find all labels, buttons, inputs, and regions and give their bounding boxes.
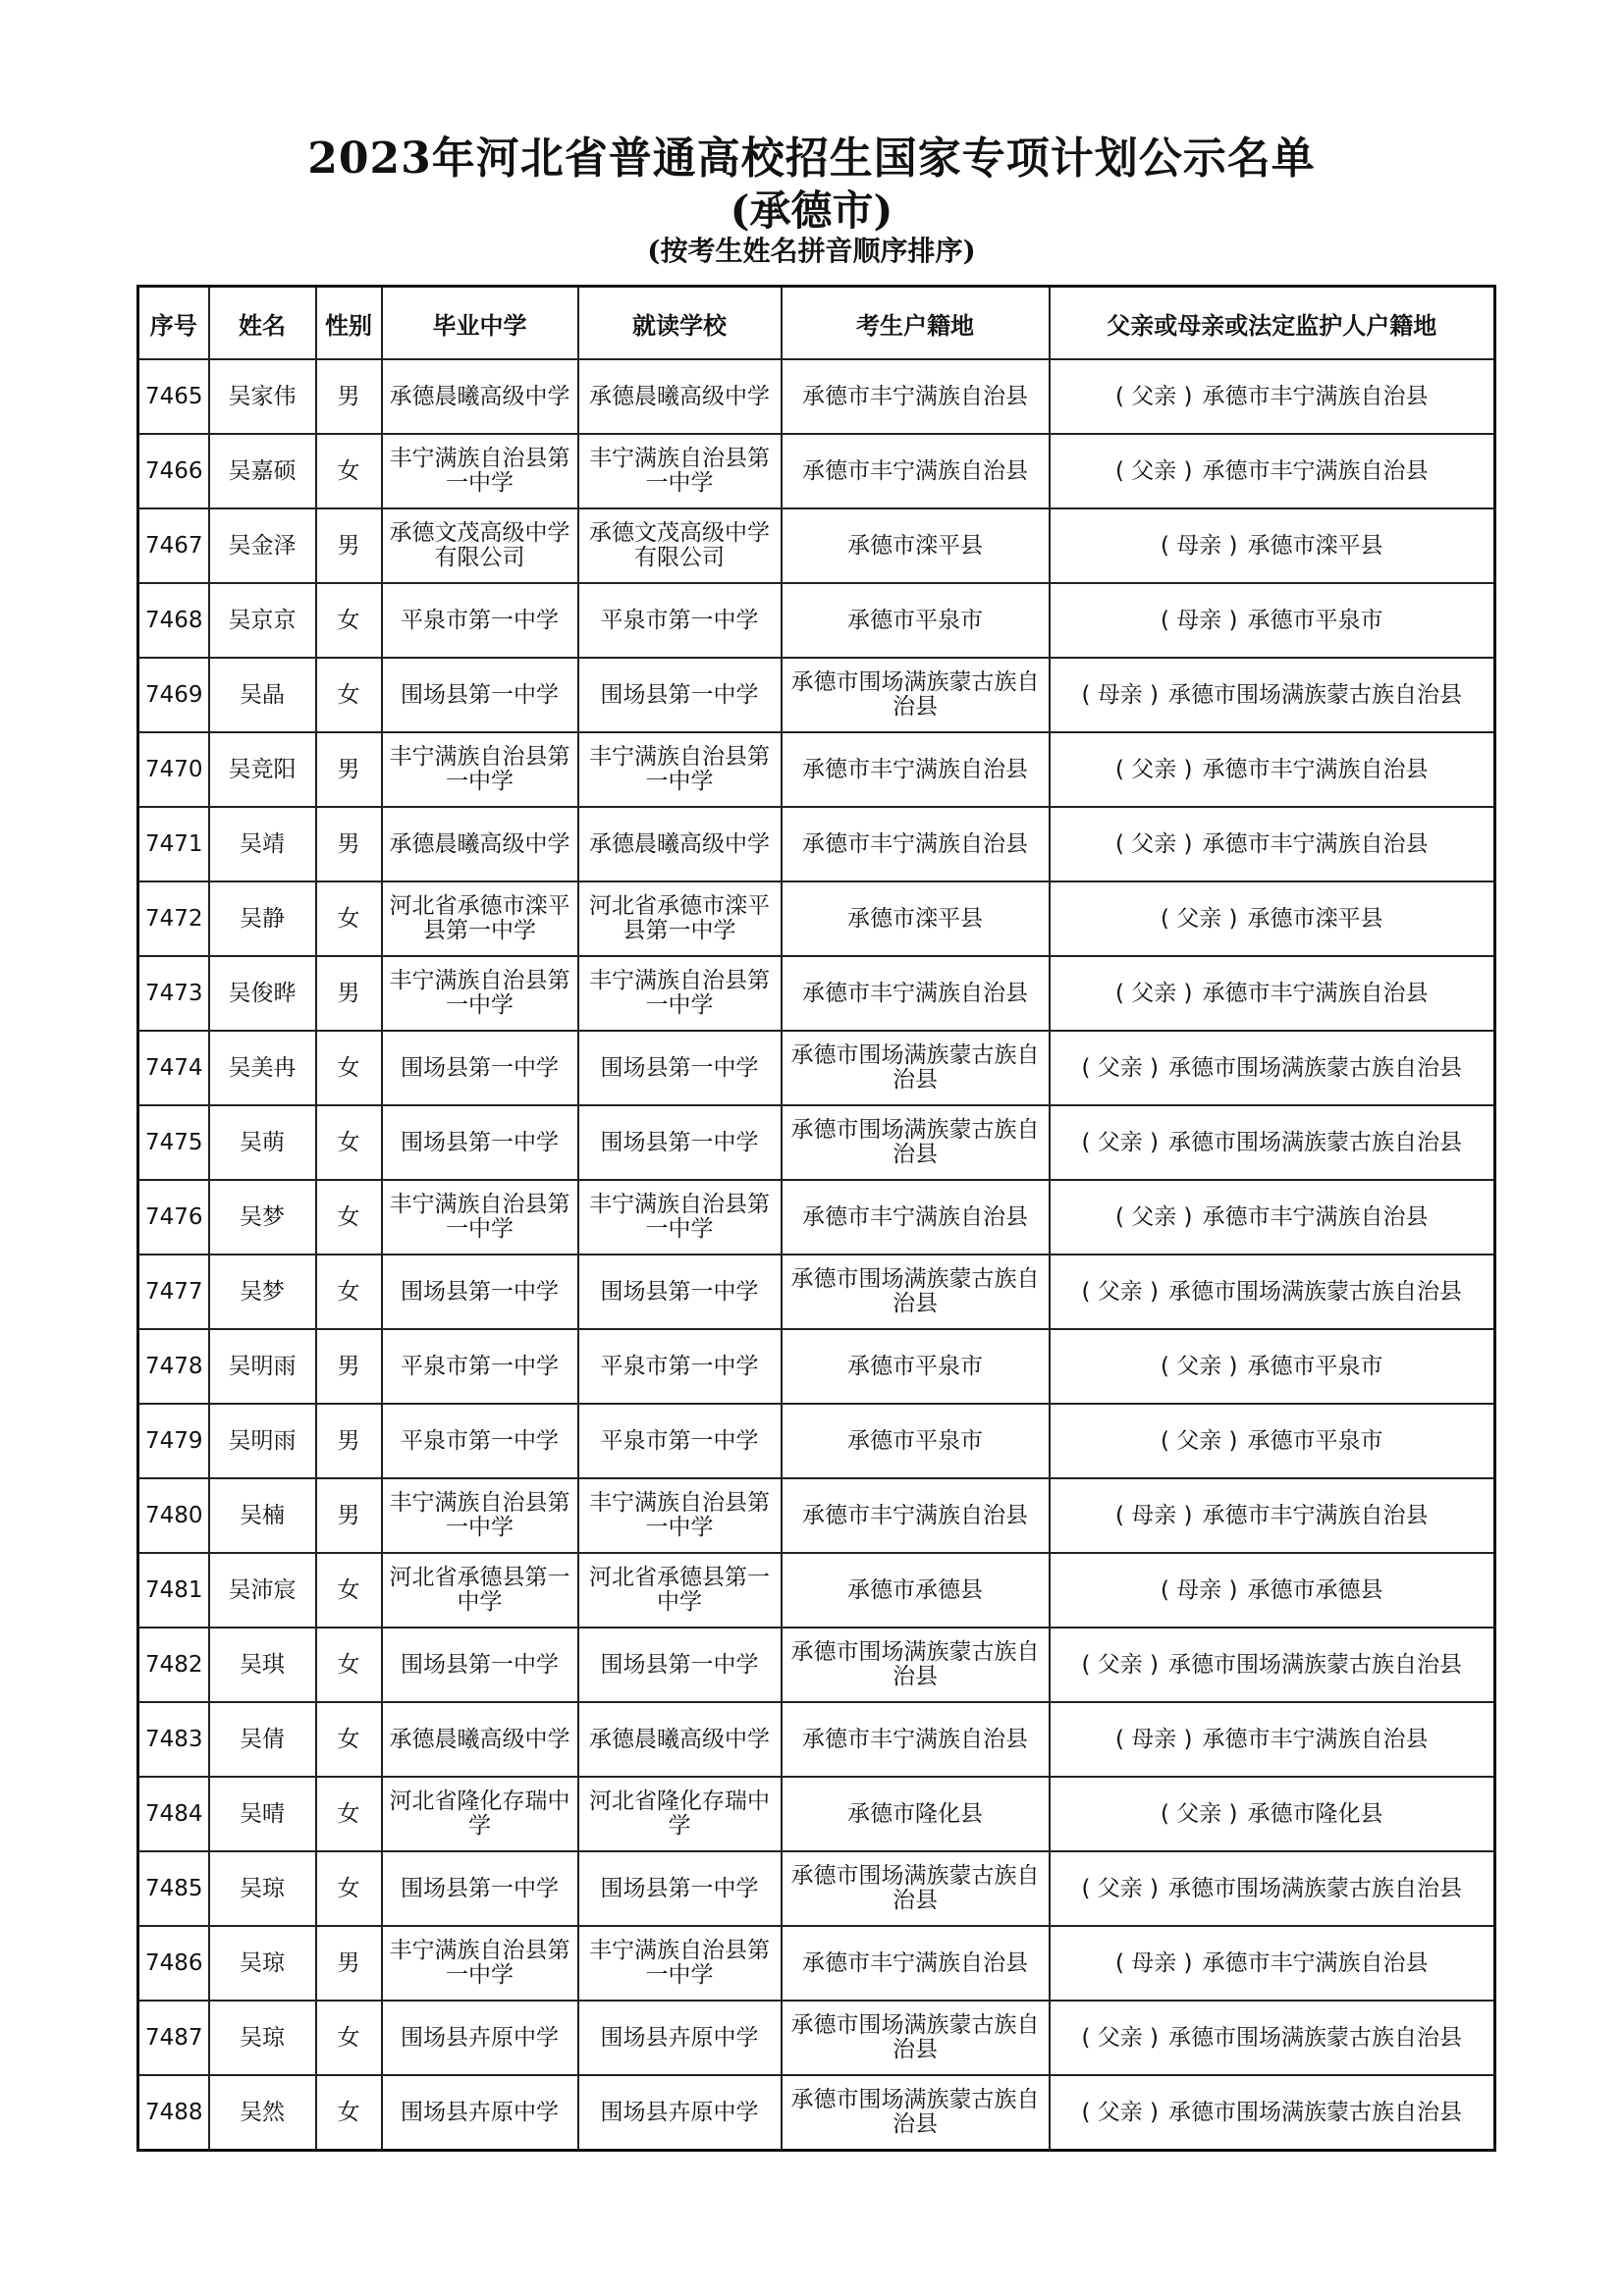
cell-hukou: 承德市丰宁满族自治县: [782, 434, 1050, 508]
cell-grad-school: 承德文茂高级中学有限公司: [382, 508, 578, 583]
cell-seq: 7467: [138, 508, 209, 583]
guardian-hukou-text: 承德市丰宁满族自治县: [1202, 1949, 1429, 1976]
cell-hukou: 承德市丰宁满族自治县: [782, 1702, 1050, 1777]
cell-grad-school: 围场县第一中学: [382, 1105, 578, 1180]
column-header-seq: 序号: [138, 287, 209, 360]
page-title: 2023年河北省普通高校招生国家专项计划公示名单: [307, 133, 1316, 184]
cell-grad-school: 平泉市第一中学: [382, 1404, 578, 1478]
table-row: [138, 807, 1495, 881]
table-row: [138, 2075, 1495, 2151]
cell-study-school: 围场县第一中学: [578, 658, 782, 732]
column-header-study-school: 就读学校: [578, 287, 782, 360]
cell-name: 吴然: [209, 2075, 316, 2151]
table-row: [138, 1851, 1495, 1926]
cell-guardian-hukou: [1050, 1031, 1495, 1105]
guardian-hukou-text: 承德市隆化县: [1247, 1800, 1383, 1827]
sort-note: (按考生姓名拼音顺序排序): [647, 235, 976, 267]
guardian-hukou-text: 承德市丰宁满族自治县: [1202, 383, 1429, 409]
cell-gender: 女: [316, 658, 382, 732]
cell-gender: 女: [316, 1628, 382, 1702]
table-row: [138, 1702, 1495, 1777]
cell-study-school: 承德文茂高级中学有限公司: [578, 508, 782, 583]
cell-study-school: 河北省承德市滦平县第一中学: [578, 881, 782, 956]
table-row: [138, 359, 1495, 434]
cell-study-school: 承德晨曦高级中学: [578, 807, 782, 881]
guardian-relation: ( 母亲 ): [1114, 1726, 1193, 1752]
guardian-hukou-text: 承德市丰宁满族自治县: [1202, 1726, 1429, 1752]
guardian-hukou-text: 承德市围场满族蒙古族自治县: [1168, 1875, 1463, 1901]
cell-name: 吴明雨: [209, 1329, 316, 1404]
cell-hukou: 承德市丰宁满族自治县: [782, 1478, 1050, 1553]
cell-seq: 7475: [138, 1105, 209, 1180]
table-row: [138, 1628, 1495, 1702]
cell-gender: 女: [316, 1702, 382, 1777]
cell-seq: 7488: [138, 2075, 209, 2151]
cell-hukou: 承德市隆化县: [782, 1777, 1050, 1851]
guardian-relation: ( 母亲 ): [1114, 1502, 1193, 1528]
cell-gender: 女: [316, 1031, 382, 1105]
cell-study-school: 丰宁满族自治县第一中学: [578, 1926, 782, 2001]
guardian-hukou-text: 承德市平泉市: [1247, 607, 1383, 633]
column-header-gender: 性别: [316, 287, 382, 360]
guardian-hukou-text: 承德市丰宁满族自治县: [1202, 1502, 1429, 1528]
guardian-relation: ( 父亲 ): [1081, 1129, 1160, 1155]
cell-grad-school: 围场县第一中学: [382, 1628, 578, 1702]
cell-seq: 7484: [138, 1777, 209, 1851]
cell-study-school: 围场县第一中学: [578, 1851, 782, 1926]
cell-gender: 女: [316, 1255, 382, 1329]
cell-name: 吴晴: [209, 1777, 316, 1851]
cell-gender: 女: [316, 1851, 382, 1926]
guardian-hukou-text: 承德市丰宁满族自治县: [1202, 980, 1429, 1006]
cell-grad-school: 围场县第一中学: [382, 1031, 578, 1105]
cell-name: 吴京京: [209, 583, 316, 658]
column-header-grad-school: 毕业中学: [382, 287, 578, 360]
table-row: [138, 658, 1495, 732]
cell-grad-school: 围场县卉原中学: [382, 2075, 578, 2151]
cell-guardian-hukou: [1050, 1926, 1495, 2001]
cell-grad-school: 平泉市第一中学: [382, 583, 578, 658]
cell-guardian-hukou: [1050, 881, 1495, 956]
cell-hukou: 承德市平泉市: [782, 1404, 1050, 1478]
cell-seq: 7478: [138, 1329, 209, 1404]
guardian-relation: ( 母亲 ): [1081, 681, 1160, 708]
cell-gender: 女: [316, 1777, 382, 1851]
cell-name: 吴靖: [209, 807, 316, 881]
cell-gender: 女: [316, 1553, 382, 1628]
guardian-hukou-text: 承德市丰宁满族自治县: [1202, 1203, 1429, 1230]
roster-table: [136, 285, 1496, 2152]
cell-name: 吴琼: [209, 2001, 316, 2075]
guardian-relation: ( 父亲 ): [1114, 980, 1193, 1006]
cell-grad-school: 承德晨曦高级中学: [382, 807, 578, 881]
cell-study-school: 承德晨曦高级中学: [578, 359, 782, 434]
guardian-relation: ( 父亲 ): [1081, 1054, 1160, 1081]
table-row: [138, 2001, 1495, 2075]
table-row: [138, 1329, 1495, 1404]
cell-name: 吴俊晔: [209, 956, 316, 1031]
table-row: [138, 1404, 1495, 1478]
cell-seq: 7480: [138, 1478, 209, 1553]
cell-seq: 7473: [138, 956, 209, 1031]
guardian-relation: ( 父亲 ): [1081, 1278, 1160, 1305]
cell-seq: 7474: [138, 1031, 209, 1105]
cell-gender: 男: [316, 732, 382, 807]
cell-name: 吴琼: [209, 1926, 316, 2001]
cell-gender: 男: [316, 807, 382, 881]
cell-name: 吴家伟: [209, 359, 316, 434]
cell-study-school: 丰宁满族自治县第一中学: [578, 1180, 782, 1255]
cell-name: 吴楠: [209, 1478, 316, 1553]
cell-study-school: 围场县第一中学: [578, 1031, 782, 1105]
table-row: [138, 508, 1495, 583]
cell-seq: 7482: [138, 1628, 209, 1702]
cell-hukou: 承德市围场满族蒙古族自治县: [782, 658, 1050, 732]
cell-name: 吴明雨: [209, 1404, 316, 1478]
cell-grad-school: 丰宁满族自治县第一中学: [382, 434, 578, 508]
cell-study-school: 平泉市第一中学: [578, 583, 782, 658]
cell-guardian-hukou: [1050, 1702, 1495, 1777]
cell-gender: 男: [316, 1329, 382, 1404]
cell-guardian-hukou: [1050, 2001, 1495, 2075]
cell-guardian-hukou: [1050, 1553, 1495, 1628]
table-row: [138, 1478, 1495, 1553]
cell-grad-school: 丰宁满族自治县第一中学: [382, 956, 578, 1031]
cell-guardian-hukou: [1050, 658, 1495, 732]
table-row: [138, 881, 1495, 956]
cell-grad-school: 丰宁满族自治县第一中学: [382, 1478, 578, 1553]
cell-name: 吴梦: [209, 1180, 316, 1255]
cell-study-school: 河北省承德县第一中学: [578, 1553, 782, 1628]
cell-gender: 女: [316, 1105, 382, 1180]
table-row: [138, 1255, 1495, 1329]
guardian-relation: ( 父亲 ): [1160, 1800, 1238, 1827]
guardian-hukou-text: 承德市围场满族蒙古族自治县: [1168, 1651, 1463, 1678]
cell-name: 吴梦: [209, 1255, 316, 1329]
guardian-hukou-text: 承德市丰宁满族自治县: [1202, 457, 1429, 484]
cell-guardian-hukou: [1050, 732, 1495, 807]
guardian-relation: ( 父亲 ): [1081, 1875, 1160, 1901]
cell-study-school: 围场县第一中学: [578, 1255, 782, 1329]
cell-hukou: 承德市滦平县: [782, 508, 1050, 583]
cell-grad-school: 平泉市第一中学: [382, 1329, 578, 1404]
cell-grad-school: 丰宁满族自治县第一中学: [382, 732, 578, 807]
page-subtitle: (承德市): [730, 187, 893, 235]
cell-grad-school: 围场县第一中学: [382, 658, 578, 732]
guardian-relation: ( 母亲 ): [1160, 532, 1238, 559]
guardian-hukou-text: 承德市平泉市: [1247, 1427, 1383, 1454]
cell-hukou: 承德市围场满族蒙古族自治县: [782, 1031, 1050, 1105]
cell-seq: 7477: [138, 1255, 209, 1329]
column-header-hukou: 考生户籍地: [782, 287, 1050, 360]
cell-hukou: 承德市滦平县: [782, 881, 1050, 956]
cell-gender: 男: [316, 359, 382, 434]
guardian-relation: ( 父亲 ): [1114, 756, 1193, 782]
guardian-hukou-text: 承德市滦平县: [1247, 905, 1383, 932]
cell-seq: 7470: [138, 732, 209, 807]
cell-guardian-hukou: [1050, 1329, 1495, 1404]
guardian-relation: ( 父亲 ): [1160, 905, 1238, 932]
cell-study-school: 围场县第一中学: [578, 1105, 782, 1180]
cell-hukou: 承德市丰宁满族自治县: [782, 359, 1050, 434]
guardian-relation: ( 父亲 ): [1081, 2024, 1160, 2051]
guardian-hukou-text: 承德市围场满族蒙古族自治县: [1168, 2099, 1463, 2125]
column-header-guardian-hukou: 父亲或母亲或法定监护人户籍地: [1050, 287, 1495, 360]
cell-name: 吴倩: [209, 1702, 316, 1777]
cell-guardian-hukou: [1050, 807, 1495, 881]
cell-guardian-hukou: [1050, 2075, 1495, 2151]
cell-guardian-hukou: [1050, 359, 1495, 434]
cell-hukou: 承德市丰宁满族自治县: [782, 956, 1050, 1031]
cell-hukou: 承德市丰宁满族自治县: [782, 1180, 1050, 1255]
cell-name: 吴嘉硕: [209, 434, 316, 508]
guardian-relation: ( 父亲 ): [1081, 2099, 1160, 2125]
cell-grad-school: 围场县第一中学: [382, 1255, 578, 1329]
table-row: [138, 434, 1495, 508]
table-row: [138, 956, 1495, 1031]
cell-guardian-hukou: [1050, 1851, 1495, 1926]
guardian-relation: ( 父亲 ): [1114, 383, 1193, 409]
cell-study-school: 丰宁满族自治县第一中学: [578, 434, 782, 508]
guardian-hukou-text: 承德市承德县: [1247, 1576, 1383, 1603]
cell-hukou: 承德市围场满族蒙古族自治县: [782, 1105, 1050, 1180]
guardian-relation: ( 母亲 ): [1160, 1576, 1238, 1603]
column-header-name: 姓名: [209, 287, 316, 360]
cell-seq: 7472: [138, 881, 209, 956]
cell-guardian-hukou: [1050, 1180, 1495, 1255]
cell-hukou: 承德市围场满族蒙古族自治县: [782, 1255, 1050, 1329]
cell-name: 吴金泽: [209, 508, 316, 583]
cell-seq: 7481: [138, 1553, 209, 1628]
cell-guardian-hukou: [1050, 434, 1495, 508]
cell-grad-school: 围场县第一中学: [382, 1851, 578, 1926]
cell-seq: 7483: [138, 1702, 209, 1777]
guardian-relation: ( 母亲 ): [1160, 607, 1238, 633]
guardian-relation: ( 母亲 ): [1114, 1949, 1193, 1976]
cell-study-school: 河北省隆化存瑞中学: [578, 1777, 782, 1851]
cell-guardian-hukou: [1050, 1777, 1495, 1851]
cell-guardian-hukou: [1050, 1404, 1495, 1478]
cell-study-school: 丰宁满族自治县第一中学: [578, 732, 782, 807]
cell-seq: 7487: [138, 2001, 209, 2075]
table-row: [138, 1180, 1495, 1255]
guardian-hukou-text: 承德市围场满族蒙古族自治县: [1168, 1278, 1463, 1305]
guardian-hukou-text: 承德市丰宁满族自治县: [1202, 830, 1429, 857]
guardian-hukou-text: 承德市围场满族蒙古族自治县: [1168, 2024, 1463, 2051]
guardian-hukou-text: 承德市围场满族蒙古族自治县: [1168, 1129, 1463, 1155]
cell-gender: 男: [316, 1404, 382, 1478]
cell-gender: 男: [316, 956, 382, 1031]
cell-hukou: 承德市围场满族蒙古族自治县: [782, 1851, 1050, 1926]
cell-study-school: 围场县卉原中学: [578, 2075, 782, 2151]
cell-gender: 女: [316, 1180, 382, 1255]
guardian-hukou-text: 承德市围场满族蒙古族自治县: [1168, 1054, 1463, 1081]
guardian-hukou-text: 承德市滦平县: [1247, 532, 1383, 559]
cell-hukou: 承德市丰宁满族自治县: [782, 732, 1050, 807]
cell-study-school: 平泉市第一中学: [578, 1404, 782, 1478]
cell-grad-school: 河北省隆化存瑞中学: [382, 1777, 578, 1851]
cell-seq: 7471: [138, 807, 209, 881]
table-row: [138, 583, 1495, 658]
cell-seq: 7465: [138, 359, 209, 434]
cell-hukou: 承德市丰宁满族自治县: [782, 807, 1050, 881]
cell-seq: 7479: [138, 1404, 209, 1478]
cell-guardian-hukou: [1050, 508, 1495, 583]
cell-gender: 女: [316, 881, 382, 956]
guardian-relation: ( 父亲 ): [1114, 457, 1193, 484]
cell-study-school: 丰宁满族自治县第一中学: [578, 956, 782, 1031]
header-row: [138, 287, 1495, 360]
cell-seq: 7486: [138, 1926, 209, 2001]
guardian-hukou-text: 承德市围场满族蒙古族自治县: [1168, 681, 1463, 708]
cell-seq: 7469: [138, 658, 209, 732]
cell-study-school: 丰宁满族自治县第一中学: [578, 1478, 782, 1553]
cell-guardian-hukou: [1050, 1255, 1495, 1329]
cell-gender: 女: [316, 2001, 382, 2075]
cell-hukou: 承德市围场满族蒙古族自治县: [782, 2001, 1050, 2075]
cell-gender: 男: [316, 1478, 382, 1553]
cell-gender: 女: [316, 434, 382, 508]
cell-guardian-hukou: [1050, 956, 1495, 1031]
cell-guardian-hukou: [1050, 1478, 1495, 1553]
cell-gender: 女: [316, 583, 382, 658]
cell-gender: 女: [316, 2075, 382, 2151]
cell-guardian-hukou: [1050, 1628, 1495, 1702]
cell-gender: 男: [316, 508, 382, 583]
cell-study-school: 围场县卉原中学: [578, 2001, 782, 2075]
cell-name: 吴萌: [209, 1105, 316, 1180]
cell-name: 吴琼: [209, 1851, 316, 1926]
cell-seq: 7468: [138, 583, 209, 658]
cell-grad-school: 承德晨曦高级中学: [382, 1702, 578, 1777]
cell-seq: 7485: [138, 1851, 209, 1926]
table-row: [138, 1926, 1495, 2001]
cell-hukou: 承德市围场满族蒙古族自治县: [782, 2075, 1050, 2151]
guardian-relation: ( 父亲 ): [1160, 1427, 1238, 1454]
guardian-hukou-text: 承德市丰宁满族自治县: [1202, 756, 1429, 782]
cell-grad-school: 丰宁满族自治县第一中学: [382, 1180, 578, 1255]
cell-grad-school: 承德晨曦高级中学: [382, 359, 578, 434]
cell-grad-school: 河北省承德县第一中学: [382, 1553, 578, 1628]
cell-hukou: 承德市承德县: [782, 1553, 1050, 1628]
guardian-relation: ( 父亲 ): [1081, 1651, 1160, 1678]
cell-name: 吴静: [209, 881, 316, 956]
cell-seq: 7466: [138, 434, 209, 508]
guardian-relation: ( 父亲 ): [1160, 1353, 1238, 1379]
cell-study-school: 平泉市第一中学: [578, 1329, 782, 1404]
guardian-relation: ( 父亲 ): [1114, 830, 1193, 857]
table-row: [138, 732, 1495, 807]
cell-name: 吴竞阳: [209, 732, 316, 807]
cell-hukou: 承德市丰宁满族自治县: [782, 1926, 1050, 2001]
cell-grad-school: 围场县卉原中学: [382, 2001, 578, 2075]
cell-name: 吴琪: [209, 1628, 316, 1702]
cell-guardian-hukou: [1050, 1105, 1495, 1180]
cell-grad-school: 河北省承德市滦平县第一中学: [382, 881, 578, 956]
cell-seq: 7476: [138, 1180, 209, 1255]
cell-study-school: 围场县第一中学: [578, 1628, 782, 1702]
cell-name: 吴晶: [209, 658, 316, 732]
cell-gender: 男: [316, 1926, 382, 2001]
cell-hukou: 承德市围场满族蒙古族自治县: [782, 1628, 1050, 1702]
cell-guardian-hukou: [1050, 583, 1495, 658]
cell-name: 吴美冉: [209, 1031, 316, 1105]
cell-name: 吴沛宸: [209, 1553, 316, 1628]
cell-study-school: 承德晨曦高级中学: [578, 1702, 782, 1777]
table-row: [138, 1553, 1495, 1628]
cell-hukou: 承德市平泉市: [782, 1329, 1050, 1404]
guardian-relation: ( 父亲 ): [1114, 1203, 1193, 1230]
table-row: [138, 1777, 1495, 1851]
table-row: [138, 1105, 1495, 1180]
table-row: [138, 1031, 1495, 1105]
guardian-hukou-text: 承德市平泉市: [1247, 1353, 1383, 1379]
cell-grad-school: 丰宁满族自治县第一中学: [382, 1926, 578, 2001]
cell-hukou: 承德市平泉市: [782, 583, 1050, 658]
